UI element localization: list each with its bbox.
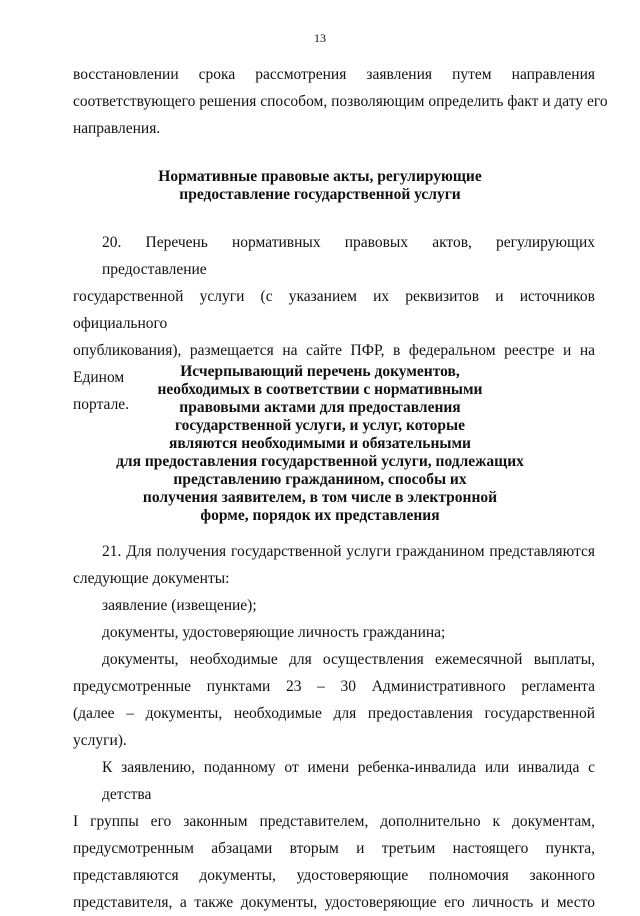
heading-line: получения заявителем, в том числе в электронной bbox=[142, 489, 498, 506]
text-line: следующие документы: bbox=[73, 570, 230, 587]
text-line: направления. bbox=[73, 120, 161, 137]
text-line: представляются документы, удостоверяющие полномочия законного bbox=[73, 867, 595, 884]
text-line: государственной услуги (с указанием их реквизитов и источников официального bbox=[73, 288, 595, 332]
page-number: 13 bbox=[314, 31, 326, 45]
paragraph-21 bbox=[73, 538, 595, 916]
text-line: предусмотренным абзацами вторым и третьим настоящего пункта, bbox=[73, 840, 595, 857]
text-line: К заявлению, поданному от имени ребенка-инвалида или инвалида с детства bbox=[102, 759, 595, 803]
heading-line: предоставление государственной услуги bbox=[179, 186, 461, 203]
heading-line: правовыми актами для предоставления bbox=[179, 399, 461, 416]
heading-line: для предоставления государственной услуги, подлежащих bbox=[116, 453, 524, 470]
text-line: 20. Перечень нормативных правовых актов, регулирующих предоставление bbox=[102, 234, 595, 278]
text-line: представителя, а также документы, удостоверяющие его личность и место bbox=[73, 894, 595, 911]
text-line: документы, необходимые для осуществления ежемесячной выплаты, bbox=[102, 651, 595, 668]
text-line: (далее – документы, необходимые для предоставления государственной услуги). bbox=[73, 705, 595, 749]
heading-line: форме, порядок их представления bbox=[200, 507, 440, 524]
text-line: 21. Для получения государственной услуги гражданином представляются bbox=[102, 543, 595, 560]
heading-line: являются необходимыми и обязательными bbox=[169, 435, 471, 452]
heading-line: Нормативные правовые акты, регулирующие bbox=[158, 168, 482, 185]
list-item: документы, удостоверяющие личность гражданина; bbox=[102, 624, 446, 641]
paragraph-intro bbox=[73, 61, 608, 142]
text-line: предусмотренные пунктами 23 – 30 Административного регламента bbox=[73, 678, 595, 695]
section-heading-documents-list bbox=[0, 363, 640, 525]
heading-line: необходимых в соответствии с нормативными bbox=[157, 381, 483, 398]
text-line: портале. bbox=[73, 396, 130, 413]
heading-line: представлению гражданином, способы их bbox=[173, 471, 467, 488]
list-item: заявление (извещение); bbox=[102, 597, 257, 614]
text-line: I группы его законным представителем, дополнительно к документам, bbox=[73, 813, 595, 830]
text-line: соответствующего решения способом, позволяющим определить факт и дату его bbox=[73, 93, 608, 110]
text-line: восстановлении срока рассмотрения заявления путем направления bbox=[73, 66, 595, 83]
section-heading-legal-acts bbox=[0, 168, 640, 204]
text-line: опубликования), размещается на сайте ПФР, в федеральном реестре и на Едином bbox=[73, 342, 595, 386]
heading-line: Исчерпывающий перечень документов, bbox=[180, 363, 460, 380]
heading-line: государственной услуги, и услуг, которые bbox=[174, 417, 466, 434]
